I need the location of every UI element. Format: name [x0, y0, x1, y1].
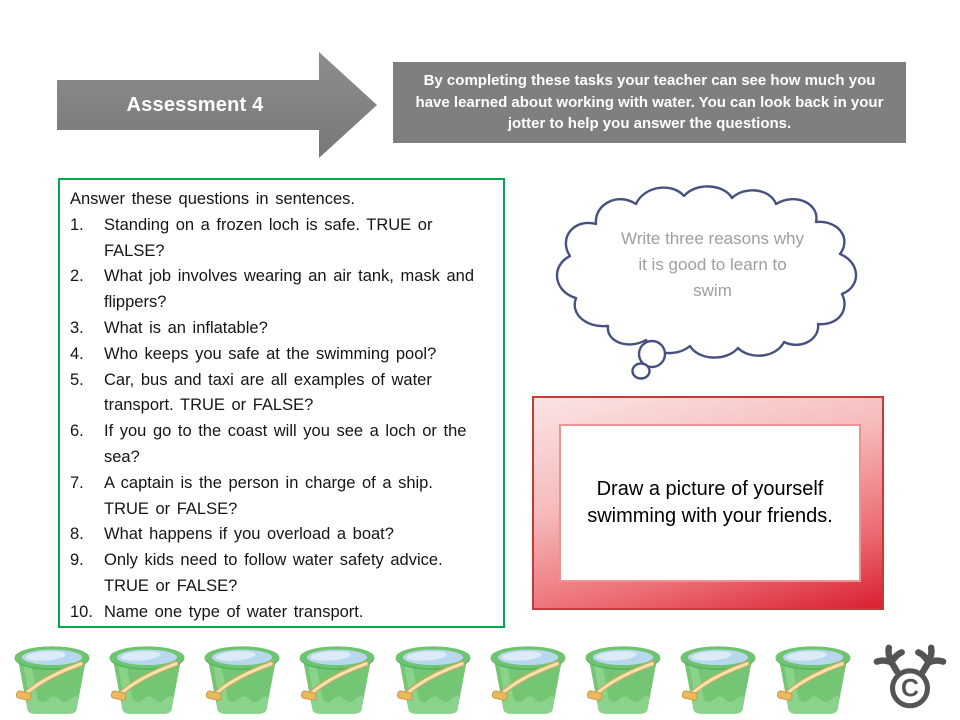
question-item: [70, 471, 483, 523]
question-text: Car, bus and taxi are all examples of water transport. TRUE or FALSE?: [104, 370, 432, 415]
question-item: [70, 316, 483, 342]
question-text: What happens if you overload a boat?: [104, 525, 394, 544]
question-item: [70, 213, 483, 265]
question-text: What job involves wearing an air tank, mask and flippers?: [104, 267, 475, 312]
question-text: A captain is the person in charge of a ship. TRUE or FALSE?: [104, 473, 433, 518]
questions-list: [70, 213, 483, 626]
water-bucket-icon: [296, 644, 378, 718]
moose-copyright-icon: [864, 642, 956, 718]
assessment-arrow-banner: [57, 52, 377, 158]
water-bucket-icon: [201, 644, 283, 718]
question-item: [70, 419, 483, 471]
questions-intro: Answer these questions in sentences.: [70, 190, 355, 208]
water-bucket-icon: [487, 644, 569, 718]
water-bucket-icon: [106, 644, 188, 718]
question-number: 9.: [70, 551, 84, 570]
question-text: Only kids need to follow water safety advice. TRUE or FALSE?: [104, 551, 443, 595]
question-item: [70, 368, 483, 420]
question-number: 8.: [70, 525, 84, 544]
draw-picture-text: Draw a picture of yourself swimming with your friends.: [587, 477, 833, 527]
draw-picture-area: [559, 424, 861, 582]
question-text: Name one type of water transport.: [104, 602, 364, 621]
question-number: 10.: [70, 602, 93, 621]
question-number: 4.: [70, 344, 84, 363]
question-text: Standing on a frozen loch is safe. TRUE or FALSE?: [104, 215, 433, 260]
question-item: [70, 264, 483, 316]
question-text: What is an inflatable?: [104, 318, 268, 337]
teacher-info-text: By completing these tasks your teacher can see how much you have learned about working with water. You can look back in your jotter to help you answer the questions.: [415, 72, 884, 133]
water-bucket-icon: [582, 644, 664, 718]
question-item: [70, 548, 483, 600]
question-number: 1.: [70, 215, 84, 234]
draw-picture-box: [532, 396, 884, 610]
water-bucket-icon: [772, 644, 854, 718]
question-number: 6.: [70, 422, 84, 441]
question-number: 3.: [70, 318, 84, 337]
question-number: 5.: [70, 370, 84, 389]
teacher-info-box: [393, 62, 906, 143]
svg-text:C: C: [901, 675, 919, 703]
question-number: 7.: [70, 473, 84, 492]
question-number: 2.: [70, 267, 84, 286]
question-item: [70, 522, 483, 548]
question-item: [70, 600, 483, 626]
question-item: [70, 342, 483, 368]
water-bucket-icon: [11, 644, 93, 718]
assessment-title: Assessment 4: [126, 93, 264, 116]
question-text: Who keeps you safe at the swimming pool?: [104, 344, 437, 363]
questions-box: [58, 178, 505, 628]
thought-bubble-text: Write three reasons why it is good to learn to swim: [621, 229, 804, 300]
thought-bubble: [548, 180, 878, 385]
water-bucket-icon: [392, 644, 474, 718]
question-text: If you go to the coast will you see a loch or the sea?: [104, 422, 467, 466]
bucket-row: [11, 644, 854, 718]
water-bucket-icon: [677, 644, 759, 718]
